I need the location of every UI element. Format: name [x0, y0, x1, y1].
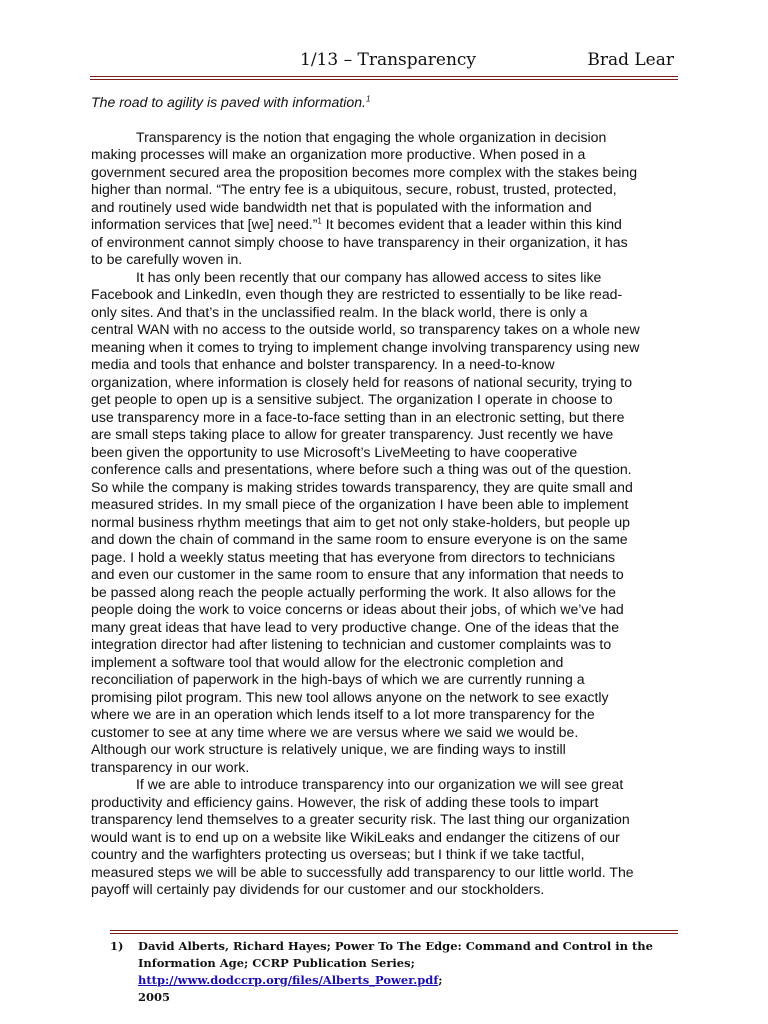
footnote-ref: 1 [365, 94, 371, 104]
document-body [91, 94, 679, 899]
footnote-citation: David Alberts, Richard Hayes; Power To The Edge: Command and Control in the Information Age; CCRP Publication Series; [138, 939, 653, 970]
page-title: 1/13 – Transparency [300, 50, 477, 70]
epigraph [91, 94, 679, 112]
paragraph-1 [91, 129, 679, 269]
footnote-link[interactable]: http://www.dodccrp.org/files/Alberts_Power.pdf [138, 973, 439, 987]
footnote-tail: ; 2005 [138, 973, 443, 1004]
header-rule [90, 76, 678, 80]
paragraph-3: If we are able to introduce transparency into our organization we will see great productivity and efficiency gains. However, the risk of adding these tools to impart transparency lend themselves to a greater security risk. The last thing our organization would want is to end up on a website like WikiLeaks and endanger the citizens of our country and the warfighters protecting us overseas; but I think if we take tactful, measured steps we will be able to successfully add transparency to our little world. The payoff will certainly pay dividends for our customer and our stockholders. [91, 776, 634, 897]
footnote [110, 938, 682, 1006]
paragraph-1-part2: It becomes evident that a leader within this kind of environment cannot simply choose to have transparency in their organization, it has to be carefully woven in. [91, 216, 628, 267]
paragraph-1-part1: Transparency is the notion that engaging the whole organization in decision making processes will make an organization more productive. When posed in a government secured area the proposition becomes more complex with the stakes being higher than normal. “The entry fee is a ubiquitous, secure, robust, trusted, protected, and routinely used wide bandwidth net that is populated with the information and information services that [we] need.” [91, 128, 638, 232]
author-name: Brad Lear [587, 50, 674, 70]
footnote-text [138, 938, 682, 1006]
paragraph-2: It has only been recently that our company has allowed access to sites like Facebook and LinkedIn, even though they are restricted to essentially to be like read- only sites. And that’s in the unclassified realm. In the black world, there is only a central WAN with no access to the outside world, so transparency takes on a whole new meaning when it comes to trying to implement change involving transparency using new media and tools that enhance and bolster transparency. In a need-to-know organization, where information is closely held for reasons of national security, trying to get people to open up is a sensitive subject. The organization I operate in choose to use transparency more in a face-to-face setting than in an electronic setting, but there are small steps taking place to allow for greater transparency. Just recently we have been given the opportunity to use Microsoft’s LiveMeeting to have cooperative conference calls and presentations, where before such a thing was out of the question. So while the company is making strides towards transparency, they are quite small and measured strides. In my small piece of the organization I have been able to implement normal business rhythm meetings that aim to get not only stake-holders, but people up and down the chain of command in the same room to ensure everyone is on the same page. I hold a weekly status meeting that has everyone from directors to technicians and even our customer in the same room to ensure that any information that needs to be passed along reach the people actually performing the work. It also allows for the people doing the work to voice concerns or ideas about their jobs, of which we’ve had many great ideas that have lead to very productive change. One of the ideas that the integration director had after listening to technician and customer complaints was to implement a software tool that would allow for the electronic completion and reconciliation of paperwork in the high-bays of which we are currently running a promising pilot program. This new tool allows anyone on the network to see exactly where we are in an operation which lends itself to a lot more transparency for the customer to see at any time where we are versus where we said we would be. Although our work structure is relatively unique, we are finding ways to instill transparency in our work. [91, 268, 640, 775]
footnote-ref: 1 [317, 216, 322, 226]
page-header [90, 48, 678, 76]
epigraph-text: The road to agility is paved with information. [91, 94, 366, 110]
footnote-rule [110, 930, 678, 934]
footnote-number: 1) [110, 939, 124, 953]
